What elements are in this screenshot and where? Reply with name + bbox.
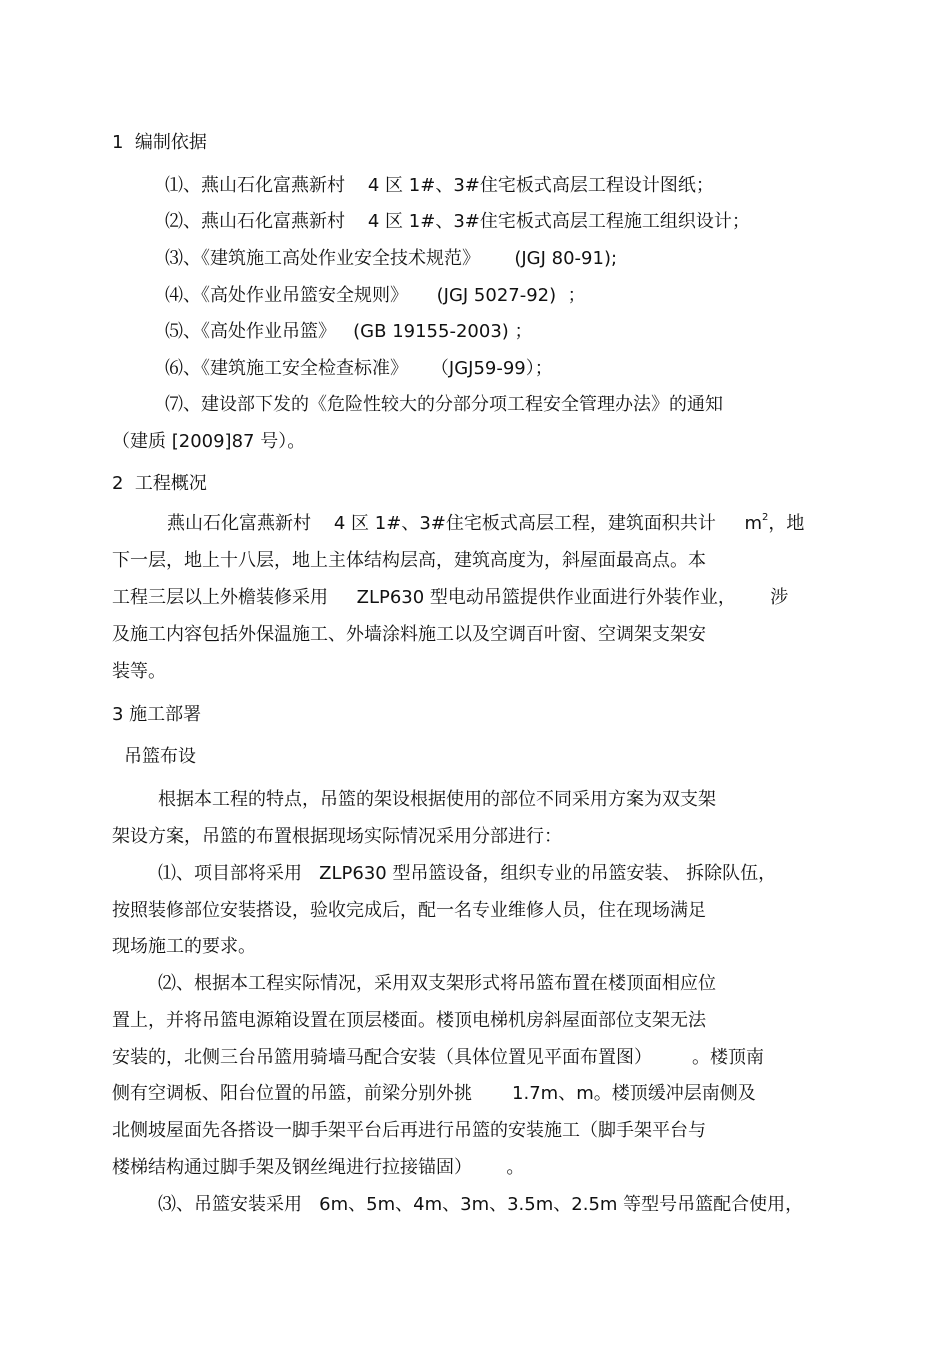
overview-line-3: 工程三层以上外檐装修采用 ZLP630 型电动吊篮提供作业面进行外装作业， 涉 [112,587,789,608]
basis-item-3: ⑶、《建筑施工高处作业安全技术规范》 (JGJ 80-91); [165,248,618,269]
overview-line-5: 装等。 [112,661,166,682]
overview-line-1 [167,513,804,535]
basis-item-5: ⑸、《高处作业吊篮》 (GB 19155-2003) ； [165,321,533,342]
deploy-line-10: 北侧坡屋面先各搭设一脚手架平台后再进行吊篮的安装施工（脚手架平台与 [112,1120,706,1141]
deploy-line-2: 架设方案，吊篮的布置根据现场实际情况采用分部进行： [112,826,562,847]
area-unit-superscript: 2 [762,512,769,523]
basis-item-1: ⑴、燕山石化富燕新村 4 区 1#、3#住宅板式高层工程设计图纸； [165,175,714,196]
deploy-line-1: 根据本工程的特点，吊篮的架设根据使用的部位不同采用方案为双支架 [158,789,716,810]
overview-line-2: 下一层，地上十八层，地上主体结构层高，建筑高度为，斜屋面最高点。本 [112,550,706,571]
deploy-line-8: 安装的，北侧三台吊篮用骑墙马配合安装（具体位置见平面布置图） 。楼顶南 [112,1047,765,1068]
basis-item-2: ⑵、燕山石化富燕新村 4 区 1#、3#住宅板式高层工程施工组织设计； [165,211,750,232]
section-1-heading: 1 编制依据 [112,132,207,153]
deploy-line-6: ⑵、根据本工程实际情况，采用双支架形式将吊篮布置在楼顶面相应位 [158,973,716,994]
basis-item-6: ⑹、《建筑施工安全检查标准》 （JGJ59-99）； [165,358,553,379]
deploy-line-12: ⑶、吊篮安装采用 6m、5m、4m、3m、3.5m、2.5m 等型号吊篮配合使用， [158,1194,804,1215]
deploy-line-3: ⑴、项目部将采用 ZLP630 型吊篮设备，组织专业的吊篮安装、 拆除队伍， [158,863,777,884]
deploy-line-11: 楼梯结构通过脚手架及钢丝绳进行拉接锚固） 。 [112,1157,525,1178]
overview-line-1-text: 燕山石化富燕新村 4 区 1#、3#住宅板式高层工程，建筑面积共计 m [167,513,762,534]
basis-item-4: ⑷、《高处作业吊篮安全规则》 (JGJ 5027-92) ； [165,285,586,306]
deploy-line-9: 侧有空调板、阳台位置的吊篮，前梁分别外挑 1.7m、m。楼顶缓冲层南侧及 [112,1083,756,1104]
overview-line-4: 及施工内容包括外保温施工、外墙涂料施工以及空调百叶窗、空调架支架安 [112,624,706,645]
deploy-line-7: 置上，并将吊篮电源箱设置在顶层楼面。楼顶电梯机房斜屋面部位支架无法 [112,1010,706,1031]
section-3-heading: 3 施工部署 [112,704,202,725]
basis-item-7-continued: （建质 [2009]87 号）。 [112,431,306,452]
basis-item-7: ⑺、建设部下发的《危险性较大的分部分项工程安全管理办法》的通知 [165,394,723,415]
deploy-line-4: 按照装修部位安装搭设，验收完成后，配一名专业维修人员，住在现场满足 [112,900,706,921]
section-3-subheading: 吊篮布设 [124,746,196,767]
section-2-heading: 2 工程概况 [112,473,207,494]
deploy-line-5: 现场施工的要求。 [112,936,256,957]
overview-line-1-end: ，地 [768,513,805,534]
